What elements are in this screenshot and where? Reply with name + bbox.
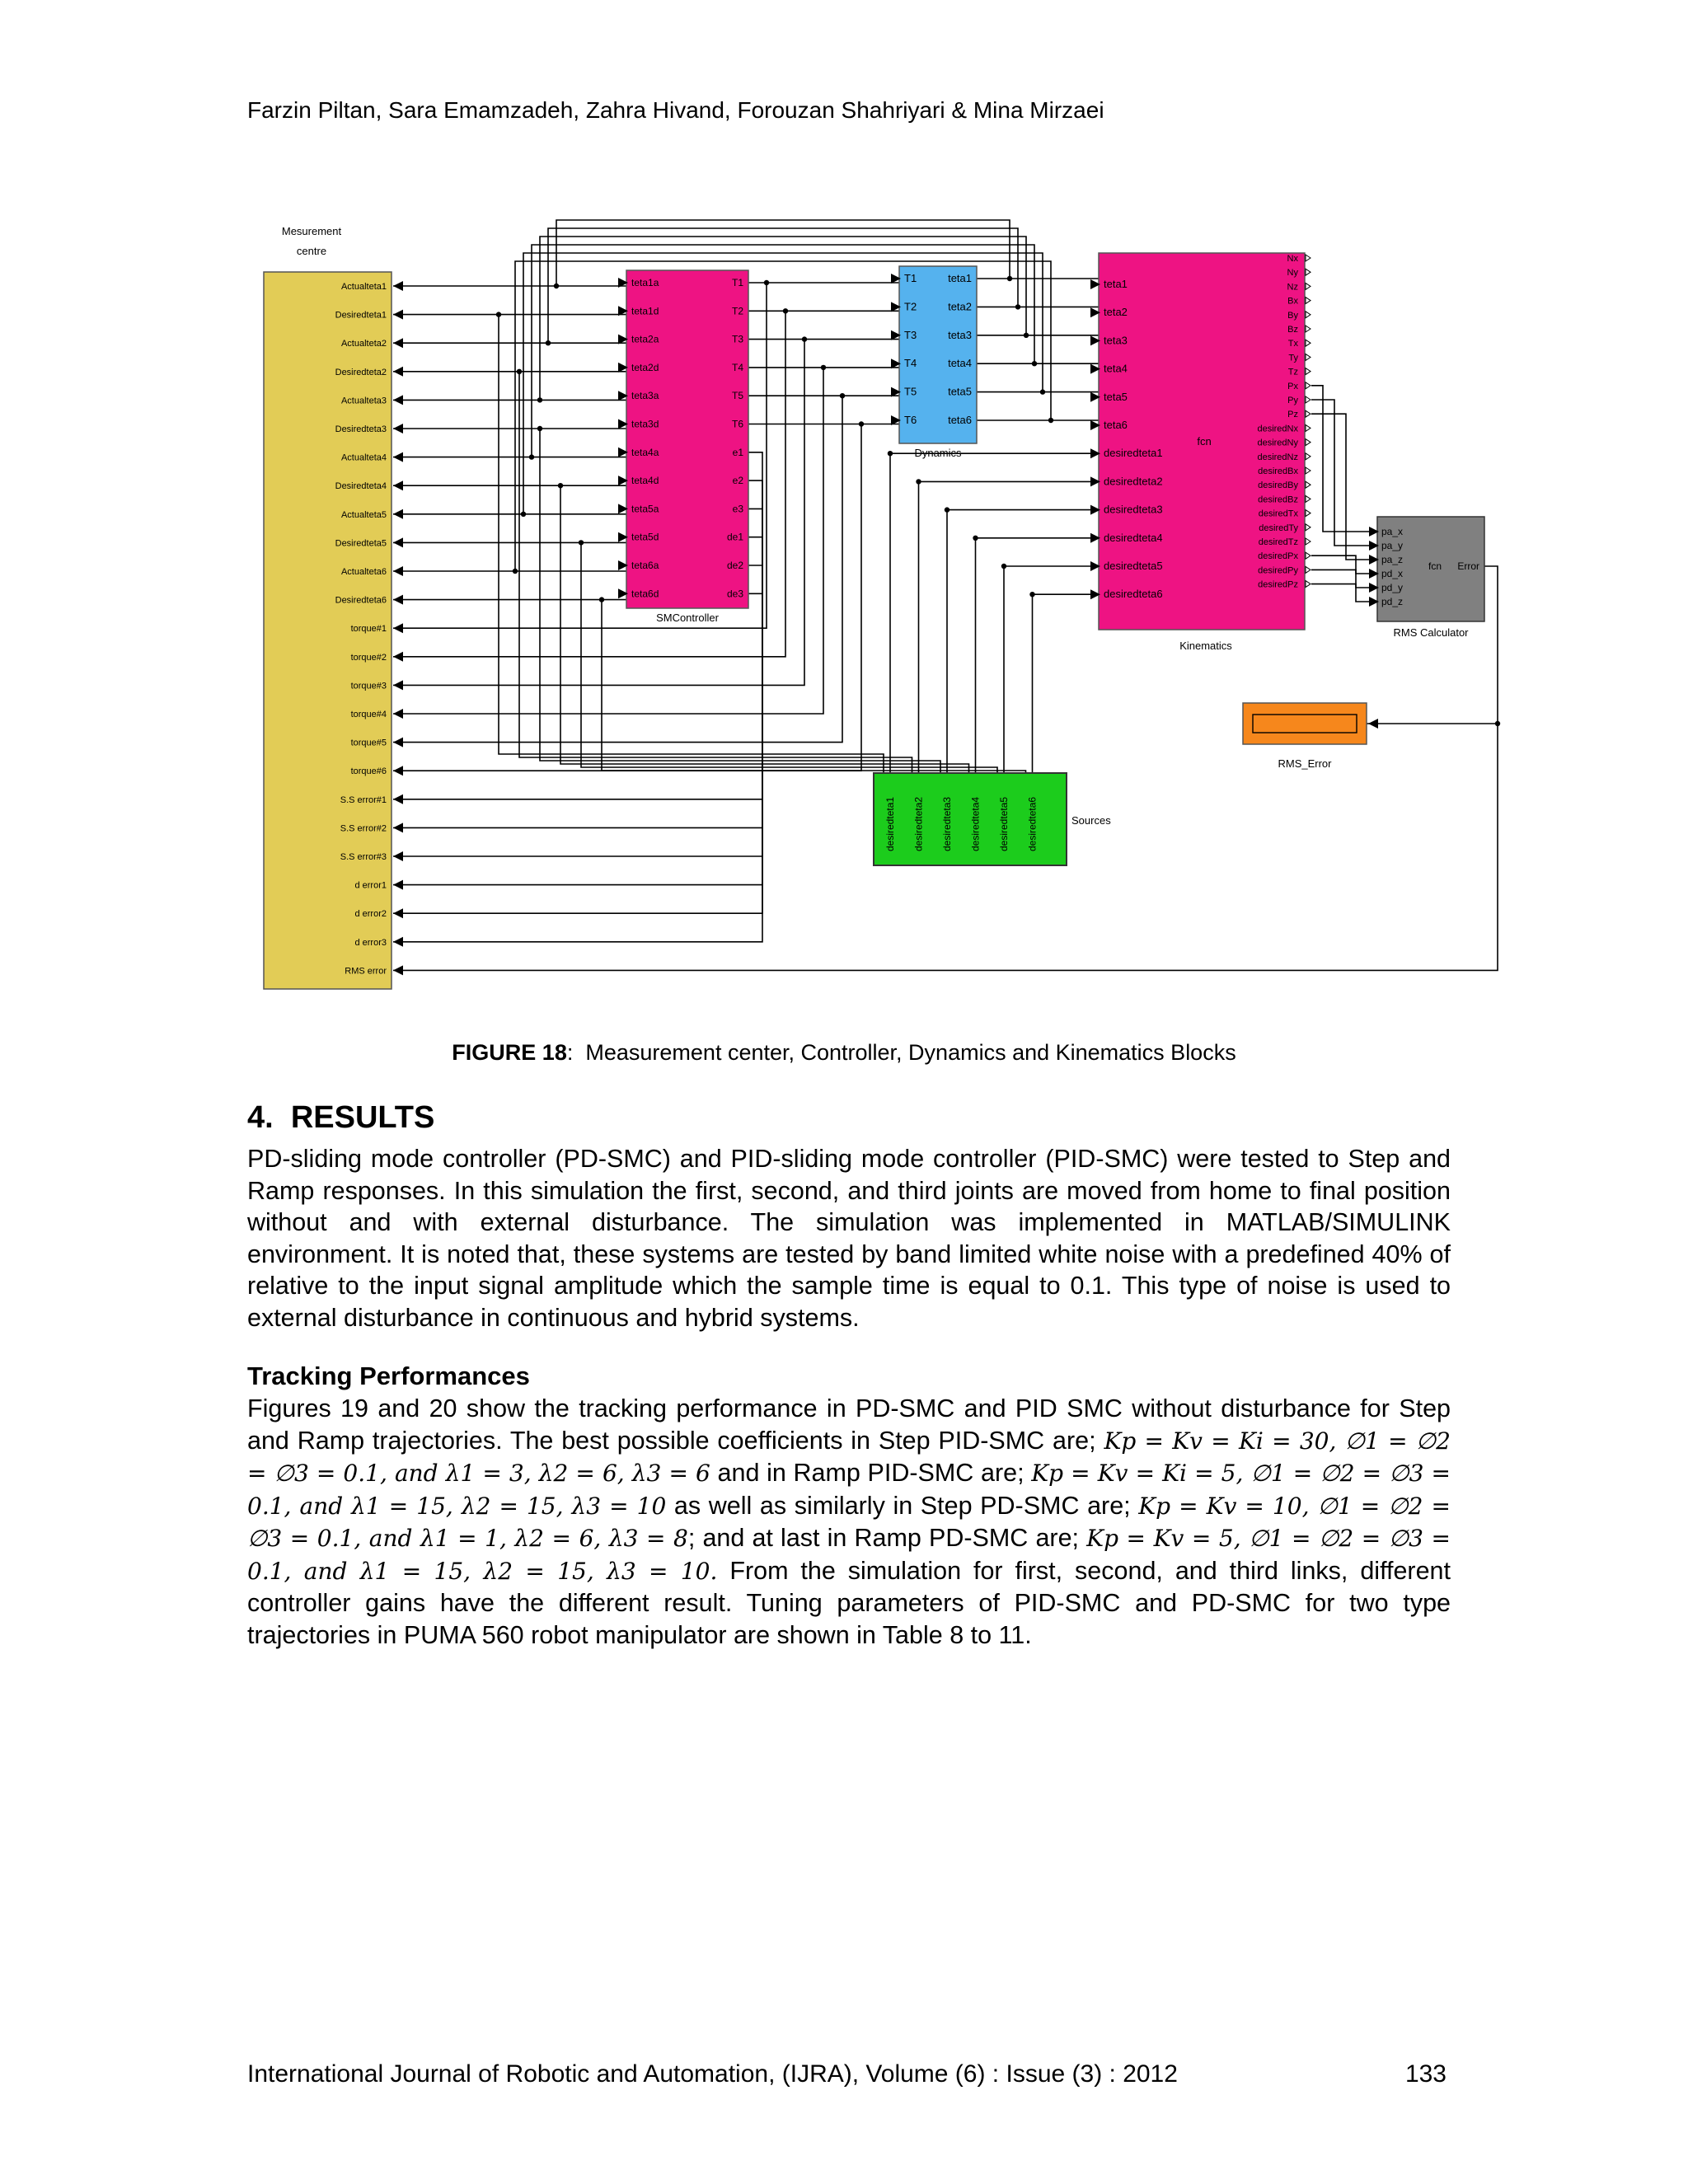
measurement-port-arrow bbox=[393, 908, 403, 918]
kinematics-output-port bbox=[1306, 453, 1311, 460]
measurement-port-arrow bbox=[393, 652, 403, 662]
measurement-port-arrow bbox=[393, 367, 403, 377]
smc-output-label: T4 bbox=[731, 361, 743, 373]
dynamics-label: Dynamics bbox=[914, 447, 962, 459]
kinematics-output-label: desiredTz bbox=[1258, 537, 1298, 547]
measurement-port-arrow bbox=[393, 338, 403, 348]
measurement-port-arrow bbox=[393, 680, 403, 690]
smc-label: SMController bbox=[656, 612, 719, 624]
smc-output-label: T1 bbox=[731, 277, 743, 288]
measurement-port-label: torque#2 bbox=[350, 652, 387, 663]
kinematics-output-port bbox=[1306, 269, 1311, 275]
measurement-port-label: Desiredteta5 bbox=[335, 538, 387, 549]
wire-source-to-kinematics bbox=[890, 453, 1099, 773]
measurement-port-arrow bbox=[393, 937, 403, 947]
measurement-port-label: Actualteta2 bbox=[340, 339, 387, 349]
measurement-port-arrow bbox=[393, 595, 403, 605]
results-paragraph: PD-sliding mode controller (PD-SMC) and PID-sliding mode controller (PID-SMC) were tested to Step and Ramp responses. In this simulation the first, second, and third joints are moved from home to final position without and with external disturbance. The simulation was implemented in MATLAB/SIMULINK environment. It is noted that, these systems are tested by band limited white noise with a predefined 40% of relative to the input signal amplitude which the sample time is equal to 0.1. This type of noise is used to external disturbance in continuous and hybrid systems. bbox=[247, 1145, 1451, 1332]
wire-junction bbox=[916, 479, 921, 484]
kinematics-input-label: desiredteta3 bbox=[1104, 503, 1163, 516]
measurement-port-label: S.S error#3 bbox=[340, 852, 387, 862]
para2-text-1: Figures 19 and 20 show the tracking performance in PD-SMC and PID SMC without disturbance for Step and Ramp trajectories. The best possible coefficients in Step PID-SMC are; bbox=[247, 1394, 1451, 1455]
measurement-port-label: S.S error#1 bbox=[340, 794, 387, 805]
sources-output-label: desiredteta6 bbox=[1026, 796, 1039, 851]
smc-input-label: teta1a bbox=[631, 277, 659, 288]
kinematics-input-label: desiredteta2 bbox=[1104, 475, 1163, 488]
sources-output-label: desiredteta2 bbox=[912, 796, 925, 851]
kinematics-output-port bbox=[1306, 298, 1311, 304]
smc-input-label: teta5d bbox=[631, 531, 659, 543]
wire-source-to-measure bbox=[602, 600, 1026, 773]
wire-junction bbox=[1001, 564, 1006, 569]
kinematics-output-label: Bz bbox=[1287, 325, 1298, 335]
measurement-port-arrow bbox=[393, 766, 403, 776]
wire-kinematics-to-rms bbox=[1311, 555, 1377, 574]
measurement-port-arrow bbox=[393, 851, 403, 861]
kinematics-output-port bbox=[1306, 481, 1311, 488]
rms-display-label: RMS_Error bbox=[1278, 757, 1332, 770]
measurement-port-arrow bbox=[393, 965, 403, 975]
wire-junction bbox=[529, 454, 534, 459]
kinematics-output-port bbox=[1306, 439, 1311, 446]
kinematics-label: Kinematics bbox=[1179, 640, 1232, 652]
measurement-port-label: Desiredteta1 bbox=[335, 310, 387, 321]
wire-junction bbox=[513, 569, 518, 574]
footer-journal: International Journal of Robotic and Automation, (IJRA), Volume (6) : Issue (3) : 2012 bbox=[247, 2060, 1178, 2088]
sources-output-label: desiredteta3 bbox=[941, 796, 953, 851]
measurement-port-label: S.S error#2 bbox=[340, 823, 387, 834]
wire-junction bbox=[888, 451, 893, 456]
tracking-paragraph bbox=[247, 1393, 1451, 1651]
kinematics-output-label: Bx bbox=[1287, 296, 1298, 307]
measurement-port-label: d error2 bbox=[354, 909, 387, 920]
kinematics-output-label: desiredNx bbox=[1257, 424, 1298, 434]
wire-kinematics-to-rms bbox=[1311, 414, 1377, 560]
kinematics-fcn-label: fcn bbox=[1197, 435, 1212, 448]
measurement-port-arrow bbox=[393, 281, 403, 291]
page-footer bbox=[247, 2060, 1447, 2088]
kinematics-input-label: teta2 bbox=[1104, 306, 1128, 319]
wire-junction bbox=[521, 512, 526, 517]
running-header: Farzin Piltan, Sara Emamzadeh, Zahra Hivand, Forouzan Shahriyari & Mina Mirzaei bbox=[247, 97, 1104, 123]
rms-input-label: pa_x bbox=[1381, 526, 1404, 537]
dynamics-output-label: teta5 bbox=[948, 385, 972, 398]
kinematics-output-label: Py bbox=[1287, 396, 1298, 405]
kinematics-output-port bbox=[1306, 566, 1311, 573]
step-pd-coefficients: Kp = Kv = 10, ∅1 = ∅2 = ∅3 = 0.1, and λ1 = 1, λ2 = 6, λ3 = 8 bbox=[247, 1492, 1451, 1552]
sources-label: Sources bbox=[1071, 814, 1111, 827]
smc-output-label: e1 bbox=[732, 446, 743, 458]
wire-junction bbox=[1040, 389, 1045, 394]
smc-output-label: T5 bbox=[731, 390, 743, 402]
rms-input-label: pd_z bbox=[1381, 596, 1404, 607]
measurement-port-arrow bbox=[393, 880, 403, 890]
kinematics-output-label: desiredPy bbox=[1258, 565, 1298, 576]
kinematics-output-label: Nx bbox=[1287, 254, 1298, 264]
kinematics-output-label: desiredBy bbox=[1258, 480, 1298, 491]
kinematics-input-label: desiredteta1 bbox=[1104, 447, 1163, 460]
measurement-port-arrow bbox=[393, 823, 403, 832]
smc-input-label: teta3a bbox=[631, 390, 659, 402]
kinematics-output-port bbox=[1306, 368, 1311, 375]
kinematics-output-port bbox=[1306, 581, 1311, 588]
kinematics-output-label: By bbox=[1287, 310, 1298, 321]
ramp-pid-coefficients: Kp = Kv = Ki = 5, ∅1 = ∅2 = ∅3 = 0.1, and λ1 = 15, λ2 = 15, λ3 = 10 bbox=[247, 1460, 1451, 1520]
wire-junction bbox=[764, 280, 769, 285]
wire-junction bbox=[537, 397, 542, 402]
kinematics-output-port bbox=[1306, 467, 1311, 474]
measurement-port-arrow bbox=[393, 452, 403, 462]
wire-junction bbox=[945, 507, 950, 512]
kinematics-input-label: teta5 bbox=[1104, 390, 1128, 403]
wire-kinematics-to-rms bbox=[1311, 584, 1377, 602]
kinematics-output-label: desiredPx bbox=[1258, 551, 1298, 562]
measurement-port-label: Desiredteta3 bbox=[335, 424, 387, 434]
smc-output-label: T2 bbox=[731, 305, 743, 317]
smc-output-label: de2 bbox=[726, 560, 743, 571]
measurement-port-label: torque#3 bbox=[350, 681, 387, 691]
smc-input-label: teta4a bbox=[631, 446, 659, 458]
wire-junction bbox=[1024, 333, 1029, 338]
kinematics-output-port bbox=[1306, 354, 1311, 360]
rms-display-window bbox=[1253, 715, 1357, 733]
wire-kinematics-to-rms bbox=[1311, 569, 1377, 588]
smc-output-label: T6 bbox=[731, 418, 743, 430]
wire-kinematics-to-rms bbox=[1311, 400, 1377, 546]
wire-junction bbox=[821, 365, 826, 370]
kinematics-output-label: Pz bbox=[1287, 410, 1298, 420]
section-number: 4. bbox=[247, 1100, 274, 1135]
kinematics-input-label: teta3 bbox=[1104, 334, 1128, 347]
wire-junction bbox=[1032, 361, 1037, 366]
sources-output-label: desiredteta5 bbox=[998, 796, 1010, 851]
kinematics-output-label: Tz bbox=[1287, 367, 1298, 377]
smc-input-label: teta2a bbox=[631, 333, 659, 345]
wire-junction bbox=[546, 340, 551, 345]
wire-source-to-kinematics bbox=[947, 510, 1099, 773]
kinematics-output-port bbox=[1306, 255, 1311, 261]
smc-input-label: teta4d bbox=[631, 475, 659, 487]
dynamics-input-label: T4 bbox=[904, 357, 917, 370]
kinematics-output-label: desiredBz bbox=[1258, 494, 1298, 505]
kinematics-output-label: desiredBx bbox=[1258, 466, 1298, 476]
smc-output-label: de1 bbox=[726, 531, 743, 543]
figure-label: FIGURE 18 bbox=[452, 1040, 567, 1065]
smc-input-label: teta2d bbox=[631, 361, 659, 373]
wire-junction bbox=[496, 312, 501, 316]
kinematics-output-label: Nz bbox=[1287, 282, 1298, 293]
measurement-port-arrow bbox=[393, 794, 403, 804]
wire-junction bbox=[802, 336, 807, 341]
kinematics-output-port bbox=[1306, 326, 1311, 332]
rms-input-label: pa_z bbox=[1381, 554, 1404, 565]
smc-output-label: T3 bbox=[731, 333, 743, 345]
wire-junction bbox=[599, 597, 604, 602]
wire-junction bbox=[1029, 592, 1034, 597]
measurement-port-label: Desiredteta2 bbox=[335, 367, 387, 377]
measurement-port-label: Actualteta5 bbox=[340, 509, 387, 520]
rms-input-label: pa_y bbox=[1381, 540, 1404, 551]
step-pid-coefficients: Kp = Kv = Ki = 30, ∅1 = ∅2 = ∅3 = 0.1, and λ1 = 3, λ2 = 6, λ3 = 6 bbox=[247, 1427, 1451, 1487]
measurement-port-arrow bbox=[393, 623, 403, 633]
ramp-pd-coefficients: Kp = Kv = 5, ∅1 = ∅2 = ∅3 = 0.1, and λ1 = 15, λ2 = 15, λ3 = 10. bbox=[247, 1525, 1451, 1585]
dynamics-output-label: teta1 bbox=[948, 272, 972, 284]
kinematics-output-port bbox=[1306, 410, 1311, 417]
kinematics-output-port bbox=[1306, 552, 1311, 559]
smc-input-label: teta1d bbox=[631, 305, 659, 317]
wire-torque-to-measure bbox=[393, 396, 842, 742]
wire-kinematics-to-rms bbox=[1311, 386, 1377, 532]
measurement-port-arrow bbox=[393, 537, 403, 547]
caption-text: Measurement center, Controller, Dynamics and Kinematics Blocks bbox=[585, 1040, 1236, 1065]
wire-junction bbox=[554, 284, 559, 288]
para2-text-5: From the simulation for first, second, and third links, different controller gains have the different result. Tuning parameters of PID-SMC and PD-SMC for two type trajectories in PUMA 560 robot manipulator are shown in Table 8 to 11. bbox=[247, 1556, 1451, 1649]
wire-junction bbox=[783, 308, 788, 313]
smc-input-label: teta6a bbox=[631, 560, 659, 571]
kinematics-output-label: desiredPz bbox=[1258, 579, 1298, 590]
measurement-port-label: torque#1 bbox=[350, 624, 387, 635]
wire-junction bbox=[1048, 418, 1053, 423]
dynamics-output-label: teta2 bbox=[948, 300, 972, 313]
kinematics-output-port bbox=[1306, 382, 1311, 389]
kinematics-output-label: Px bbox=[1287, 381, 1298, 391]
rms-output-label: Error bbox=[1457, 560, 1479, 572]
dynamics-input-label: T3 bbox=[904, 328, 917, 341]
wire-source-to-kinematics bbox=[976, 538, 1100, 773]
smc-input-label: teta6d bbox=[631, 588, 659, 600]
wire-torque-to-measure bbox=[393, 368, 823, 714]
section-heading bbox=[247, 1100, 434, 1136]
rms-display-input-arrow bbox=[1368, 719, 1378, 729]
kinematics-input-label: desiredteta5 bbox=[1104, 560, 1163, 572]
rms-calculator-label: RMS Calculator bbox=[1393, 626, 1469, 639]
simulink-diagram bbox=[251, 218, 1521, 1001]
wire-source-to-measure bbox=[560, 485, 969, 773]
wire-junction bbox=[1495, 721, 1500, 726]
kinematics-output-label: desiredNz bbox=[1257, 452, 1298, 462]
dynamics-input-label: T2 bbox=[904, 300, 917, 313]
smc-block bbox=[626, 270, 748, 608]
wire-junction bbox=[579, 540, 584, 545]
kinematics-input-label: desiredteta6 bbox=[1104, 588, 1163, 601]
dynamics-output-label: teta3 bbox=[948, 328, 972, 341]
kinematics-input-label: teta1 bbox=[1104, 278, 1128, 290]
page-number: 133 bbox=[1404, 2060, 1447, 2088]
rms-fcn-label: fcn bbox=[1428, 560, 1442, 572]
wire-junction bbox=[1015, 304, 1020, 309]
measurement-port-label: RMS error bbox=[345, 966, 387, 977]
measurement-port-arrow bbox=[393, 738, 403, 748]
measurement-port-arrow bbox=[393, 509, 403, 519]
kinematics-output-port bbox=[1306, 424, 1311, 431]
measurement-port-arrow bbox=[393, 709, 403, 719]
figure-caption bbox=[0, 1040, 1688, 1066]
kinematics-output-port bbox=[1306, 283, 1311, 289]
measurement-port-label: Actualteta4 bbox=[340, 452, 387, 463]
dynamics-input-label: T1 bbox=[904, 272, 917, 284]
dynamics-output-label: teta6 bbox=[948, 414, 972, 426]
smc-input-label: teta5a bbox=[631, 503, 659, 515]
measurement-port-arrow bbox=[393, 395, 403, 405]
kinematics-output-port bbox=[1306, 396, 1311, 403]
wire-junction bbox=[537, 426, 542, 431]
dynamics-input-label: T5 bbox=[904, 385, 917, 398]
kinematics-output-label: desiredTx bbox=[1258, 509, 1298, 519]
dynamics-output-label: teta4 bbox=[948, 357, 972, 370]
wire-junction bbox=[517, 369, 522, 374]
wire-junction bbox=[1007, 276, 1012, 281]
kinematics-output-label: desiredNy bbox=[1257, 438, 1298, 448]
dynamics-input-label: T6 bbox=[904, 414, 917, 426]
kinematics-output-label: Tx bbox=[1287, 339, 1298, 349]
kinematics-output-port bbox=[1306, 524, 1311, 531]
smc-input-label: teta3d bbox=[631, 418, 659, 430]
para2-text-3: as well as similarly in Step PD-SMC are; bbox=[673, 1491, 1131, 1520]
caption-separator: : bbox=[566, 1040, 574, 1065]
wire-junction bbox=[859, 421, 864, 426]
wire-source-to-kinematics bbox=[1033, 594, 1100, 773]
kinematics-input-label: desiredteta4 bbox=[1104, 531, 1163, 544]
wire-junction bbox=[973, 536, 978, 541]
para2-text-2: and in Ramp PID-SMC are; bbox=[717, 1459, 1025, 1487]
sources-output-label: desiredteta4 bbox=[969, 796, 982, 851]
measurement-port-label: torque#6 bbox=[350, 766, 387, 777]
kinematics-output-label: Ny bbox=[1287, 268, 1298, 279]
measurement-port-label: torque#5 bbox=[350, 738, 387, 748]
measurement-port-arrow bbox=[393, 310, 403, 320]
sources-output-label: desiredteta1 bbox=[884, 796, 896, 851]
measurement-port-label: Desiredteta4 bbox=[335, 481, 387, 492]
measurement-port-label: Actualteta3 bbox=[340, 396, 387, 406]
wire-source-to-kinematics bbox=[919, 481, 1100, 773]
measurement-port-label: d error1 bbox=[354, 880, 387, 891]
smc-output-label: de3 bbox=[726, 588, 743, 600]
measurement-port-label: Desiredteta6 bbox=[335, 595, 387, 606]
measurement-port-label: Actualteta6 bbox=[340, 567, 387, 577]
wire-source-to-kinematics bbox=[1004, 566, 1099, 773]
measurement-port-label: d error3 bbox=[354, 937, 387, 948]
measurement-port-arrow bbox=[393, 566, 403, 576]
kinematics-output-port bbox=[1306, 312, 1311, 318]
kinematics-output-port bbox=[1306, 340, 1311, 346]
measurement-port-arrow bbox=[393, 480, 403, 490]
measurement-port-label: Actualteta1 bbox=[340, 282, 387, 292]
wire-junction bbox=[840, 393, 845, 398]
measurement-port-arrow bbox=[393, 424, 403, 434]
rms-input-label: pd_x bbox=[1381, 568, 1404, 579]
kinematics-input-label: teta6 bbox=[1104, 419, 1128, 431]
kinematics-output-label: Ty bbox=[1288, 353, 1298, 363]
kinematics-output-port bbox=[1306, 538, 1311, 545]
smc-output-label: e3 bbox=[732, 503, 743, 515]
measurement-port-label: torque#4 bbox=[350, 710, 387, 719]
kinematics-output-port bbox=[1306, 495, 1311, 502]
measurement-title-line2: centre bbox=[296, 245, 327, 257]
para2-text-4: ; and at last in Ramp PD-SMC are; bbox=[687, 1524, 1080, 1552]
kinematics-input-label: teta4 bbox=[1104, 362, 1128, 375]
measurement-title-line1: Mesurement bbox=[281, 225, 342, 237]
subheading-tracking: Tracking Performances bbox=[247, 1361, 530, 1390]
kinematics-output-port bbox=[1306, 510, 1311, 517]
wire-junction bbox=[558, 483, 563, 488]
kinematics-output-label: desiredTy bbox=[1259, 523, 1298, 533]
smc-output-label: e2 bbox=[732, 475, 743, 487]
section-title: RESULTS bbox=[290, 1100, 435, 1135]
rms-input-label: pd_y bbox=[1381, 582, 1404, 593]
